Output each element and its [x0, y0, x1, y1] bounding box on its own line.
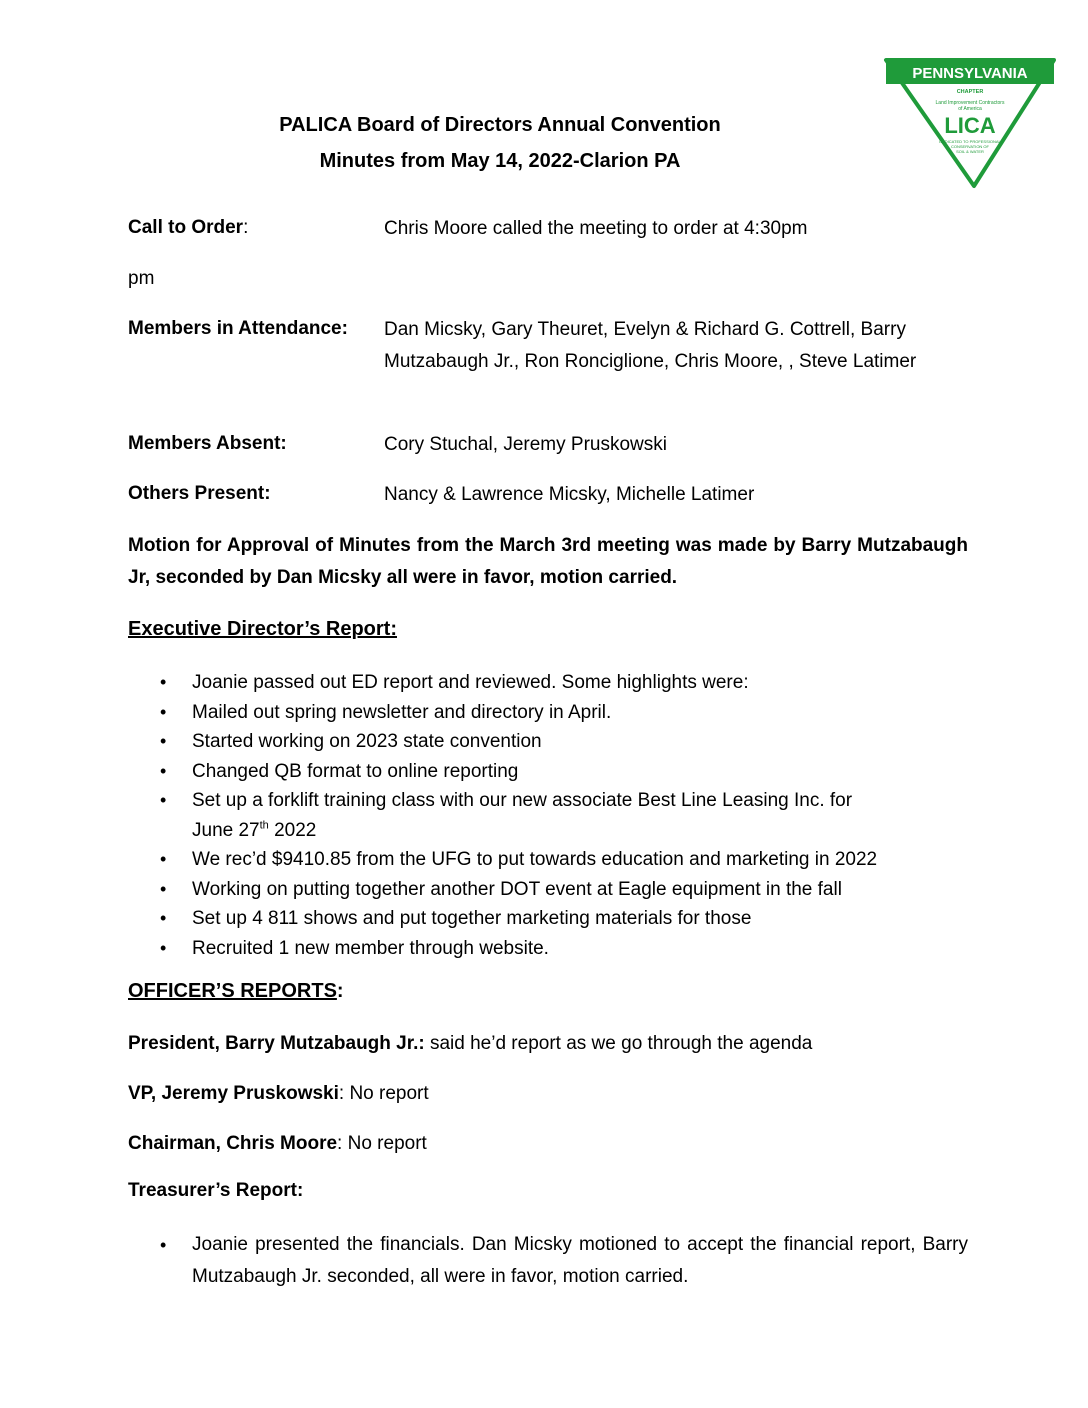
others-value: Nancy & Lawrence Micsky, Michelle Latimer — [384, 484, 755, 505]
chairman-report: Chairman, Chris Moore: No report — [128, 1133, 427, 1154]
logo-acronym: LICA — [944, 113, 996, 138]
attendance-label: Members in Attendance: — [128, 318, 348, 339]
list-item: • Changed QB format to online reporting — [160, 757, 980, 787]
vp-report: VP, Jeremy Pruskowski: No report — [128, 1083, 429, 1104]
president-report: President, Barry Mutzabaugh Jr.: said he’d report as we go through the agenda — [128, 1033, 813, 1054]
absent-value: Cory Stuchal, Jeremy Pruskowski — [384, 434, 667, 455]
ed-report-heading: Executive Director’s Report: — [128, 618, 397, 640]
treasurer-list — [160, 1229, 968, 1293]
svg-text:of America: of America — [958, 106, 982, 112]
call-to-order-stray: pm — [128, 268, 155, 289]
call-to-order-value: Chris Moore called the meeting to order at 4:30pm — [384, 218, 808, 239]
svg-text:CHAPTER: CHAPTER — [956, 89, 984, 95]
logo-top-text: PENNSYLVANIA — [912, 65, 1028, 82]
treasurer-heading: Treasurer’s Report: — [128, 1180, 304, 1201]
attendance-value: Dan Micsky, Gary Theuret, Evelyn & Richard G. Cottrell, Barry Mutzabaugh Jr., Ron Ronciglione, Chris Moore, , Steve Latimer — [384, 319, 917, 372]
ed-report-list — [160, 668, 980, 963]
document-title: PALICA Board of Directors Annual Convention — [279, 114, 721, 136]
list-item: • Joanie presented the financials. Dan Micsky motioned to accept the financial report, Barry Mutzabaugh Jr. seconded, all were in favor, motion carried. — [160, 1229, 968, 1293]
others-label: Others Present: — [128, 483, 271, 504]
call-to-order-label: Call to Order: — [128, 217, 249, 238]
list-item: • Joanie passed out ED report and reviewed. Some highlights were: — [160, 668, 980, 698]
list-item: • Working on putting together another DOT event at Eagle equipment in the fall — [160, 875, 980, 905]
svg-text:SOIL & WATER: SOIL & WATER — [956, 149, 984, 154]
svg-text:Land Improvement Contractors: Land Improvement Contractors — [935, 100, 1005, 106]
svg-text:CONSERVATION OF: CONSERVATION OF — [950, 144, 990, 149]
motion-approval-minutes: Motion for Approval of Minutes from the March 3rd meeting was made by Barry Mutzabaugh Jr, seconded by Dan Micsky all were in favor, motion carried. — [128, 535, 968, 588]
list-item: • Started working on 2023 state convention — [160, 727, 980, 757]
svg-text:DEDICATED TO PROFESSIONAL: DEDICATED TO PROFESSIONAL — [939, 139, 1001, 144]
list-item: • Set up a forklift training class with our new associate Best Line Leasing Inc. for June 27th 2022 — [160, 786, 980, 845]
list-item: • Mailed out spring newsletter and directory in April. — [160, 698, 980, 728]
pa-lica-logo — [882, 56, 1058, 190]
absent-label: Members Absent: — [128, 433, 287, 454]
list-item: • We rec’d $9410.85 from the UFG to put towards education and marketing in 2022 — [160, 845, 980, 875]
list-item: • Set up 4 811 shows and put together marketing materials for those — [160, 904, 980, 934]
list-item: • Recruited 1 new member through website. — [160, 934, 980, 964]
officers-heading: OFFICER’S REPORTS: — [128, 980, 344, 1002]
document-subtitle: Minutes from May 14, 2022-Clarion PA — [319, 150, 681, 172]
